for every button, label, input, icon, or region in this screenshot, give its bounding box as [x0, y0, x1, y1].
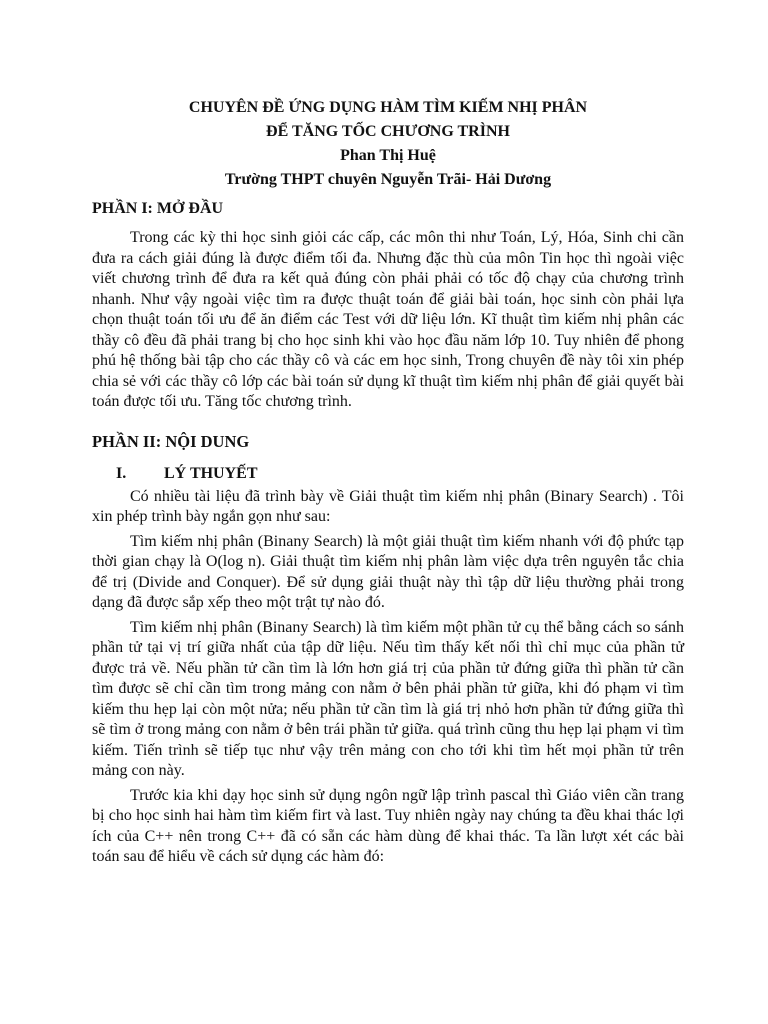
part-2-paragraph-2: Tìm kiếm nhị phân (Binany Search) là một giải thuật tìm kiếm nhanh với độ phức tạp thời gian chạy là O(log n). Giải thuật tìm kiếm nhị phân làm việc dựa trên nguyên tắc chia để trị (Divide and Conquer). Để sử dụng giải thuật này thì tập dữ liệu thường phải trong dạng đã được sắp xếp theo một trật tự nào đó.: [92, 532, 684, 611]
part-1-paragraph: Trong các kỳ thi học sinh giỏi các cấp, các môn thi như Toán, Lý, Hóa, Sinh chi cần đưa ra cách giải đúng là được điểm tối đa. Nhưng đặc thù của môn Tin học thì ngoài việc viết chương trình để đưa ra kết quả đúng còn phải phải có tốc độ chạy của chương trình nhanh. Như vậy ngoài việc tìm ra được thuật toán để giải bài toán, học sinh còn phải lựa chọn thuật toán tối ưu để ăn điểm các Test với dữ liệu lớn. Kĩ thuật tìm kiếm nhị phân các thầy cô đều đã phải trang bị cho học sinh khi vào học đầu năm lớp 10. Tuy nhiên để phong phú hệ thống bài tập cho các thầy cô và các em học sinh, Trong chuyên đề này tôi xin phép chia sẻ với các thầy cô lớp các bài toán sử dụng kĩ thuật tìm kiếm nhị phân để giải quyết bài toán được tối ưu. Tăng tốc chương trình.: [92, 229, 684, 410]
author-name: Phan Thị Huệ: [340, 147, 436, 164]
document-title-line-1: CHUYÊN ĐỀ ỨNG DỤNG HÀM TÌM KIẾM NHỊ PHÂN: [188, 99, 588, 116]
part-2-heading: PHẦN II: NỘI DUNG: [92, 431, 250, 451]
document-title-line-2: ĐỂ TĂNG TỐC CHƯƠNG TRÌNH: [266, 123, 510, 140]
part-2-paragraph-1: Có nhiều tài liệu đã trình bày về Giải thuật tìm kiếm nhị phân (Binary Search) . Tôi xin phép trình bày ngắn gọn như sau:: [92, 487, 684, 525]
school-name: Trường THPT chuyên Nguyễn Trãi- Hải Dương: [224, 171, 552, 188]
part-2-paragraph-3: Tìm kiếm nhị phân (Binany Search) là tìm kiếm một phần tử cụ thể bằng cách so sánh phần tử tại vị trí giữa nhất của tập dữ liệu. Nếu tìm thấy kết nối thì chỉ mục của phần tử được trả về. Nếu phần tử cần tìm là lớn hơn giá trị của phần tử đứng giữa thì phần tử cần tìm được sẽ chỉ cần tìm trong mảng con nằm ở bên phải phần tử giữa, khi đó phạm vi tìm kiếm thu hẹp lại còn một nửa; nếu phần tử cần tìm là giá trị nhỏ hơn phần tử đứng giữa thì sẽ tìm ở trong mảng con nằm ở bên trái phần tử giữa. quá trình cũng thu hẹp lại phạm vi tìm kiếm. Tiến trình sẽ tiếp tục như vậy trên mảng con cho tới khi tìm hết mọi phần tử trên mảng con này.: [92, 618, 684, 779]
part-2-paragraph-4: Trước kia khi dạy học sinh sử dụng ngôn ngữ lập trình pascal thì Giáo viên cần trang bị cho học sinh hai hàm tìm kiếm firt và last. Tuy nhiên ngày nay chúng ta đều khai thác lợi ích của C++ nên trong C++ đã có sẵn các hàm dùng để khai thác. Ta lần lượt xét các bài toán sau để hiểu về cách sử dụng các hàm đó:: [92, 786, 684, 865]
part-1-heading: PHẦN I: MỞ ĐẦU: [92, 200, 224, 217]
section-1-number: I.: [116, 464, 127, 482]
title-block: [92, 96, 684, 192]
section-1-title: LÝ THUYẾT: [164, 464, 258, 482]
section-1-heading: [116, 463, 684, 485]
